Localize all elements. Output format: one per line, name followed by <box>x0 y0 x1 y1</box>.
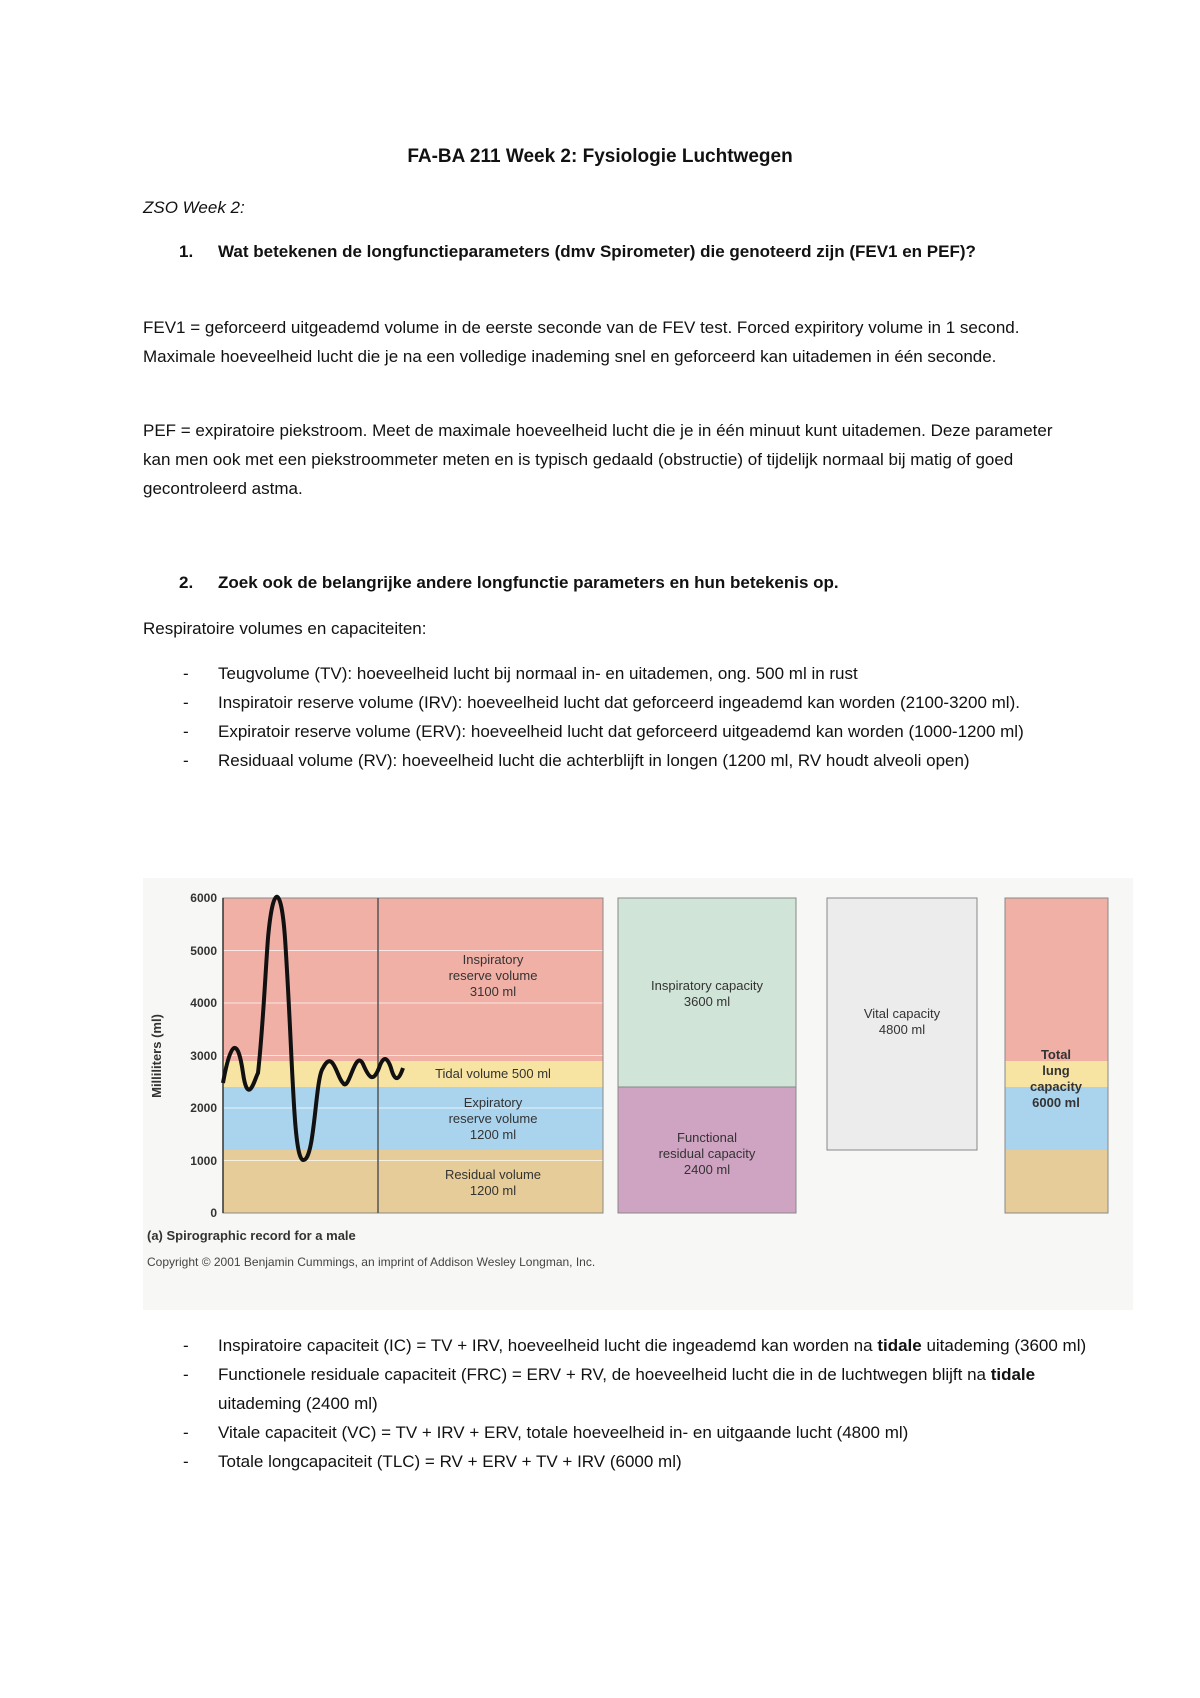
list-item: - Expiratoir reserve volume (ERV): hoeveelheid lucht dat geforceerd uitgeademd kan worden (1000-1200 ml) <box>183 722 1024 741</box>
spirogram-svg <box>143 878 1133 1310</box>
spirogram-figure <box>143 878 1133 1310</box>
tlc-label: 6000 ml <box>1032 1095 1080 1110</box>
list-item: - Teugvolume (TV): hoeveelheid lucht bij normaal in- en uitademen, ong. 500 ml in rust <box>183 664 858 683</box>
figure-copyright: Copyright © 2001 Benjamin Cummings, an imprint of Addison Wesley Longman, Inc. <box>147 1255 596 1269</box>
y-tick: 6000 <box>190 891 217 905</box>
y-tick: 0 <box>210 1206 217 1220</box>
erv-label: 1200 ml <box>469 1127 517 1142</box>
tlc-label: capacity <box>1029 1079 1083 1094</box>
frc-label: 2400 ml <box>683 1162 731 1177</box>
ic-label: Inspiratory capacity <box>651 978 763 993</box>
irv-band <box>223 898 603 1061</box>
frc-label: Functional <box>677 1130 737 1145</box>
question-1-number: 1. <box>179 242 194 261</box>
rv-label: 1200 ml <box>469 1183 517 1198</box>
y-tick: 4000 <box>190 996 217 1010</box>
respiratory-heading: Respiratoire volumes en capaciteiten: <box>143 619 427 638</box>
list-item-text: Expiratoir reserve volume (ERV): hoeveelheid lucht dat geforceerd uitgeademd kan worden (1000-1200 ml) <box>218 722 1024 741</box>
rv-band <box>223 1150 603 1213</box>
list-item-text: Residuaal volume (RV): hoeveelheid lucht die achterblijft in longen (1200 ml, RV houdt alveoli open) <box>218 751 970 770</box>
cap-pre: Inspiratoire capaciteit (IC) = TV + IRV, hoeveelheid lucht die ingeademd kan worden na <box>218 1336 878 1355</box>
irv-label: Inspiratory <box>462 952 524 967</box>
tv-label: Tidal volume 500 ml <box>435 1066 551 1081</box>
erv-label: Expiratory <box>463 1095 523 1110</box>
fev1-paragraph: FEV1 = geforceerd uitgeademd volume in de eerste seconde van de FEV test. Forced expiritory volume in 1 second. Maximale hoeveelheid lucht die je na een volledige inademing snel en geforceerd kan uitademen in één seconde. <box>143 318 1020 366</box>
list-item: - Inspiratoire capaciteit (IC) = TV + IRV, hoeveelheid lucht die ingeademd kan worden na tidale uitademing (3600 ml) <box>183 1336 1087 1355</box>
tlc-label: Total <box>1040 1047 1072 1062</box>
question-1-text: Wat betekenen de longfunctieparameters (dmv Spirometer) die genoteerd zijn (FEV1 en PEF)? <box>218 242 976 261</box>
cap-post: uitademing (2400 ml) <box>218 1394 378 1413</box>
list-item: - Residuaal volume (RV): hoeveelheid lucht die achterblijft in longen (1200 ml, RV houdt alveoli open) <box>183 751 970 770</box>
irv-label: 3100 ml <box>469 984 517 999</box>
erv-label: reserve volume <box>448 1111 538 1126</box>
list-item: - Vitale capaciteit (VC) = TV + IRV + ERV, totale hoeveelheid in- en uitgaande lucht (4800 ml) <box>183 1423 909 1442</box>
capacities-list <box>143 1331 1103 1476</box>
irv-label: reserve volume <box>448 968 538 983</box>
zso-label: ZSO Week 2: <box>143 198 245 217</box>
cap-bold: tidale <box>990 1365 1036 1384</box>
y-tick: 1000 <box>190 1154 217 1168</box>
list-item: - Totale longcapaciteit (TLC) = RV + ERV + TV + IRV (6000 ml) <box>183 1452 682 1471</box>
list-item: - Inspiratoir reserve volume (IRV): hoeveelheid lucht dat geforceerd ingeademd kan worden (2100-3200 ml). <box>183 693 1020 712</box>
cap-bold: tidale <box>877 1336 922 1355</box>
rv-label: Residual volume <box>444 1167 542 1182</box>
figure-caption: (a) Spirographic record for a male <box>147 1228 356 1243</box>
list-item: - Functionele residuale capaciteit (FRC) = ERV + RV, de hoeveelheid lucht die in de luchtwegen blijft na tidale uitademing (2400 ml) <box>183 1365 1036 1413</box>
y-axis-label: Milliliters (ml) <box>149 1014 164 1098</box>
ic-label: 3600 ml <box>683 994 731 1009</box>
tlc-label: lung <box>1042 1063 1070 1078</box>
tlc-irv-block <box>1005 898 1108 1061</box>
y-tick: 3000 <box>190 1049 217 1063</box>
cap-pre: Totale longcapaciteit (TLC) = RV + ERV + TV + IRV (6000 ml) <box>218 1452 682 1471</box>
vc-label: Vital capacity <box>863 1006 941 1021</box>
tlc-rv-block <box>1005 1150 1108 1213</box>
cap-pre: Functionele residuale capaciteit (FRC) = ERV + RV, de hoeveelheid lucht die in de luchtwegen blijft na <box>218 1365 991 1384</box>
question-2-number: 2. <box>179 573 194 592</box>
cap-post: uitademing (3600 ml) <box>921 1336 1087 1355</box>
question-2-text: Zoek ook de belangrijke andere longfunctie parameters en hun betekenis op. <box>218 573 839 592</box>
vc-label: 4800 ml <box>878 1022 926 1037</box>
y-tick: 2000 <box>190 1101 217 1115</box>
y-tick: 5000 <box>190 944 217 958</box>
cap-pre: Vitale capaciteit (VC) = TV + IRV + ERV, totale hoeveelheid in- en uitgaande lucht (4800 ml) <box>218 1423 909 1442</box>
volumes-list <box>143 659 1103 775</box>
list-item-text: Teugvolume (TV): hoeveelheid lucht bij normaal in- en uitademen, ong. 500 ml in rust <box>218 664 858 683</box>
page-title: FA-BA 211 Week 2: Fysiologie Luchtwegen <box>407 146 793 167</box>
erv-band <box>223 1087 603 1150</box>
frc-label: residual capacity <box>658 1146 756 1161</box>
pef-paragraph: PEF = expiratoire piekstroom. Meet de maximale hoeveelheid lucht die je in één minuut kunt uitademen. Deze parameter kan men ook met een piekstroommeter meten en is typisch gedaald (obstructie) of tijdelijk normaal bij matig of goed gecontroleerd astma. <box>143 421 1053 498</box>
list-item-text: Inspiratoir reserve volume (IRV): hoeveelheid lucht dat geforceerd ingeademd kan worden (2100-3200 ml). <box>218 693 1020 712</box>
